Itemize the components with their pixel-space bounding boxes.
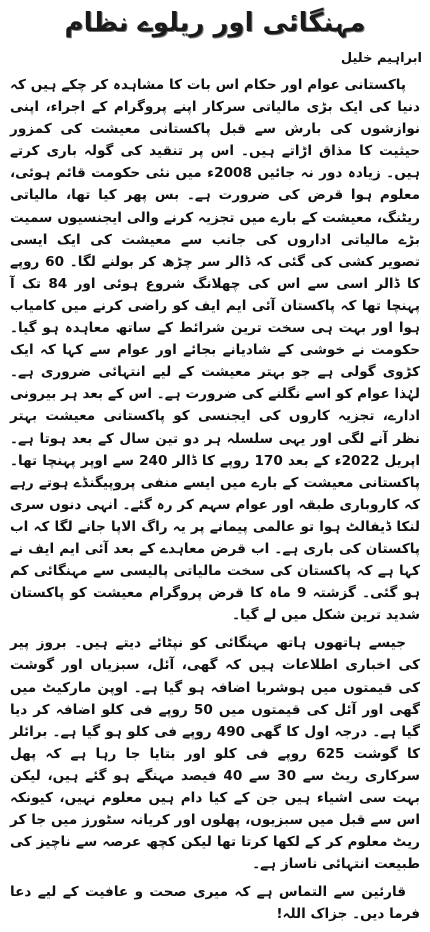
paragraph-2: جیسے ہاتھوں ہاتھ مہنگائی کو نپٹائے دیتے ہیں۔ بروز پیر کی اخباری اطلاعات ہیں کہ گھی، آئل، سبزیاں اور گوشت کی قیمتوں میں ہوشربا اضافہ ہو گیا ہے۔ اوپن مارکیٹ میں گھی اور آئل کی قیمتوں میں 50 روپے فی کلو اضافہ کر دیا گیا ہے۔ درجہ اول کا گھی 490 روپے فی کلو ہو گیا ہے۔ برائلر کا گوشت 625 روپے فی کلو اور بتایا جا رہا ہے کہ پھل سرکاری ریٹ سے 30 سے 40 فیصد مہنگے ہو گئے ہیں، لیکن بہت سی اشیاء ہیں جن کے کیا دام ہیں معلوم نہیں، کیونکہ اس سے قبل میں سبزیوں، پھلوں اور کریانہ سٹورز میں جا کر ریٹ معلوم کر کے لکھا کرتا تھا لیکن کچھ عرصہ سے ناچیز کی طبیعت انتہائی ناساز ہے۔: [10, 635, 420, 873]
article-title: مہنگائی اور ریلوے نظام: [64, 8, 366, 38]
article-body: [10, 74, 420, 932]
paragraph-3: قارئین سے التماس ہے کہ میری صحت و عافیت کے لیے دعا فرما دیں۔ جزاک اللہ!: [10, 884, 420, 923]
paragraph-1: پاکستانی عوام اور حکام اس بات کا مشاہدہ کر چکے ہیں کہ دنیا کی ایک بڑی مالیاتی سرکار اپنے پروگرام کے اجراء، اپنی نوازشوں کی بارش سے قبل پاکستانی معیشت کی کمزور حیثیت کا مذاق اڑاتے ہیں۔ اس پر تنقید کی گولہ باری کرتے ہیں۔ زیادہ دور نہ جائیں 2008ء میں نئی حکومت قائم ہوئی، معلوم ہوا قرض کی ضرورت ہے۔ بس پھر کیا تھا، مالیاتی ریٹنگ، معیشت کے بارے میں تجزیہ کرنے والی ایجنسیوں سمیت بڑے مالیاتی اداروں کی جانب سے معیشت کی ایک ایسی تصویر کشی کی گئی کہ ڈالر سر چڑھ کر بولنے لگا۔ 60 روپے کا ڈالر اسی سے اس کی چھلانگ شروع ہوئی اور 84 تک آ پہنچا تھا کہ پاکستان آئی ایم ایف کو راضی کرنے میں کامیاب ہوا اور بہت ہی سخت ترین شرائط کے ساتھ معاہدہ ہو گیا۔ حکومت نے خوشی کے شادیانے بجائے اور عوام سے کہا کہ ایک کڑوی گولی ہے جو بہتر معیشت کے لیے انتہائی ضروری ہے۔ لہٰذا عوام کو اسے نگلنے کی ضرورت ہے۔ اس کے بعد ہر بیرونی ادارے، تجزیہ کاروں کی ایجنسی کو پاکستانی معیشت بہتر نظر آنے لگی اور یہی سلسلہ ہر دو تین سال کے بعد ہوتا ہے۔ اپریل 2022ء کے بعد 170 روپے کا ڈالر 240 سے اوپر پہنچا تھا۔ پاکستانی معیشت کے بارے میں ایسے منفی پروپیگنڈے ہوتے رہے کہ کاروباری طبقہ اور عوام سہم کر رہ گئے۔ انہی دنوں سری لنکا ڈیفالٹ ہوا تو عالمی پیمانے پر یہ راگ الاپا جانے لگا کہ اب پاکستان کی باری ہے۔ اب قرض معاہدے کے بعد آئی ایم ایف نے کہا ہے کہ پاکستان کی سخت مالیاتی پالیسی سے مہنگائی کم ہو گئی۔ گزشتہ 9 ماہ کا قرض پروگرام معیشت کو پاکستان شدید ترین شکل میں لے گیا۔: [10, 77, 420, 624]
title-container: [0, 6, 430, 40]
author-name: ابراہیم خلیل: [340, 51, 422, 66]
